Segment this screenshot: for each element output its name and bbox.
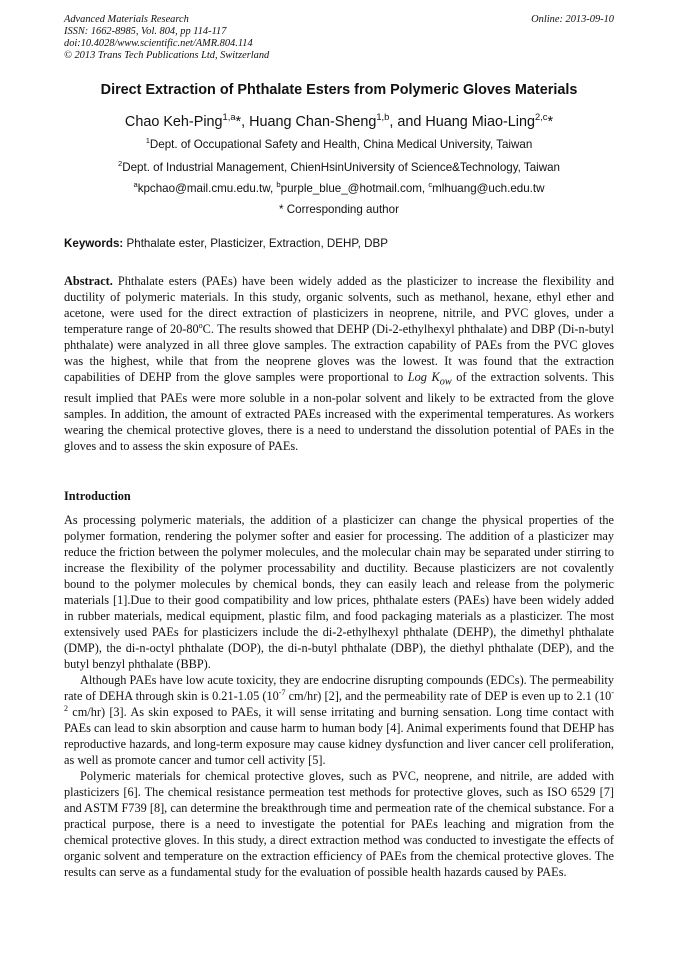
- affiliation-1-text: Dept. of Occupational Safety and Health, China Medical University, Taiwan: [149, 138, 533, 151]
- keywords-label: Keywords:: [64, 237, 124, 250]
- doi-line: doi:10.4028/www.scientific.net/AMR.804.114: [64, 38, 253, 49]
- corresponding-author: * Corresponding author: [279, 203, 399, 216]
- introduction-heading: Introduction: [64, 489, 131, 503]
- author-3: Huang Miao-Ling: [425, 114, 535, 130]
- abstract-label: Abstract.: [64, 274, 113, 288]
- ow-sub: ow: [439, 376, 452, 388]
- abstract: [64, 273, 614, 454]
- affiliation-1-sup: 1: [145, 136, 150, 146]
- intro-paragraph-3: Polymeric materials for chemical protective gloves, such as PVC, neoprene, and nitrile, are added with plasticizers [6]. The chemical resistance permeation test methods for protective gloves, such as ISO 6529 [7] and ASTM F739 [8], can determine the breakthrough time and permeation rate of the chemical substance. For a practical purpose, there is a need to investigate the potential for PAEs leaching and migration from the chemical protective gloves. In this study, a direct extraction method was conducted to investigate the effects of organic solvent and temperature on the extraction efficiency of PAEs from the chemical protective gloves. The results can serve as a fundamental study for the evaluation of possible health hazards caused by PAEs.: [64, 769, 614, 879]
- author-line: [40, 113, 638, 131]
- author-1: Chao Keh-Ping: [124, 114, 223, 130]
- intro-p2-b: cm/hr) [2], and the permeability rate of DEP is even up to 2.1 (10: [285, 689, 612, 703]
- online-date: Online: 2013-09-10: [531, 14, 614, 25]
- author-3-star: *: [547, 114, 554, 130]
- degree-sup: o: [198, 320, 203, 330]
- intro-p2-a: Although PAEs have low acute toxicity, they are endocrine disrupting compounds (EDCs). The permeability rate of DEHA through skin is 0.21-1.05 (10: [64, 673, 614, 703]
- copyright-line: © 2013 Trans Tech Publications Ltd, Switzerland: [64, 50, 270, 61]
- affiliation-2-sup: 2: [118, 159, 123, 169]
- email-b-sup: b: [276, 180, 281, 190]
- email-c-sup: c: [428, 180, 433, 190]
- affiliation-2: [40, 161, 638, 175]
- introduction-body: [64, 512, 614, 880]
- journal-header: [64, 14, 444, 62]
- intro-p2-exp2: -2: [64, 687, 614, 713]
- paper-title: Direct Extraction of Phthalate Esters from Polymeric Gloves Materials: [100, 82, 578, 98]
- keywords-text: Phthalate ester, Plasticizer, Extraction, DEHP, DBP: [126, 237, 388, 250]
- email-a-sup: a: [133, 180, 138, 190]
- journal-name: Advanced Materials Research: [64, 14, 189, 25]
- intro-paragraph-1: As processing polymeric materials, the addition of a plasticizer can change the physical properties of the polymer formation, rendering the polymer softer and easier for processing. The addition of a plasticizer may reduce the friction between the polymer molecules, and the molecular chain may be separated under stirring to increase the flexibility of the polymer processability and ductility. Because plasticizers are not covalently bound to the polymer molecules by chemical bonds, they can easily leach and release from the polymeric materials [1].Due to their good compatibility and low prices, phthalate esters (PAEs) have been widely added in rubber materials, medical equipment, plastic film, and food packaging materials as a plasticizer. The most extensively used PAEs for plasticizers include the di-2-ethylhexyl phthalate (DEHP), the dimethyl phthalate (DMP), the di-n-octyl phthalate (DOP), the di-n-butyl phthalate (DBP), the diethyl phthalate (DEP), and the butyl benzyl phthalate (BBP).: [64, 513, 614, 671]
- abstract-part-3: of the extraction solvents. This result implied that PAEs were more soluble in a non-polar solvent and likely to be extracted from the glove samples. In addition, the amount of extracted PAEs increased with the experimental temperatures. As workers wearing the chemical protective gloves, there is a need to understand the dissolution potential of PAEs in the gloves and to assess the skin exposure of PAEs.: [64, 370, 614, 454]
- intro-p2-c: cm/hr) [3]. As skin exposed to PAEs, it will sense irritating and burning sensation. Long time contact with PAEs can lead to skin absorption and cause harm to human body [4]. Animal experiments found that DEHP has reproductive hazards, and long-term exposure may cause kidney dysfunction and liver cancer cell proliferation, as well as promote cancer and tumor cell activity [5].: [64, 705, 614, 767]
- author-1-star: *,: [235, 114, 246, 130]
- affiliation-2-text: Dept. of Industrial Management, ChienHsinUniversity of Science&Technology, Taiwan: [122, 161, 560, 174]
- email-b[interactable]: purple_blue_@hotmail.com,: [280, 182, 426, 195]
- keywords-line: [64, 237, 624, 251]
- author-sep: , and: [389, 114, 422, 130]
- email-a[interactable]: kpchao@mail.cmu.edu.tw,: [137, 182, 274, 195]
- log-kow: [407, 370, 452, 388]
- abstract-part-2: C. The results showed that DEHP (Di-2-ethylhexyl phthalate) and DBP (Di-n-butyl phthalate) were analyzed in all three glove samples. The extraction capability of PAEs from the PVC gloves was the highest, while that from the neoprene gloves was the lowest. It was found that the extraction capabilities of DEHP from the glove samples were proportional to: [64, 322, 614, 384]
- issn-line: ISSN: 1662-8985, Vol. 804, pp 114-117: [64, 26, 227, 37]
- intro-p2-exp1: -7: [278, 687, 286, 697]
- intro-paragraph-2: [64, 672, 614, 768]
- author-1-sup: 1,a: [222, 112, 236, 123]
- abstract-part-1: Phthalate esters (PAEs) have been widely added as the plasticizer to increase the flexibility and ductility of polymeric materials. In this study, organic solvents, such as methanol, hexane, ethyl ether and acetone, were used for the direct extraction of plasticizers in neoprene, nitrile, and PVC gloves, under a temperature range of 20-80: [64, 274, 614, 336]
- affiliation-1: [40, 138, 638, 152]
- author-2-sup: 1,b: [376, 112, 390, 123]
- author-3-sup: 2,c: [534, 112, 548, 123]
- author-2: Huang Chan-Sheng: [249, 114, 377, 130]
- log-k-text: Log K: [407, 370, 440, 384]
- email-c[interactable]: mlhuang@uch.edu.tw: [432, 182, 545, 195]
- email-line: [40, 182, 638, 196]
